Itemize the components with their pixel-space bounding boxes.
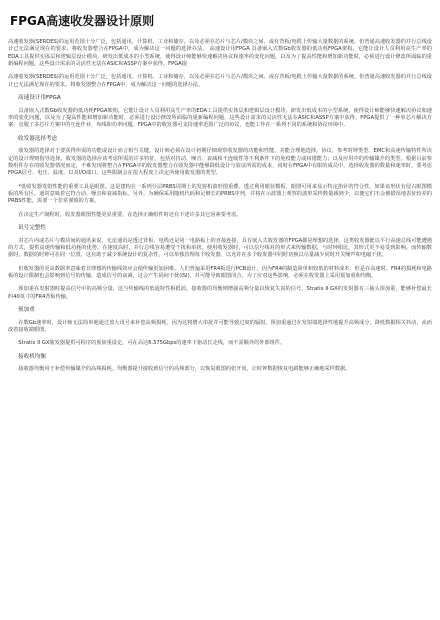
body-paragraph: 对芯片内或芯片与模块间的通讯来说，无论通讯是透过背板、电缆还是同一电路板上的直接连接，具有嵌入式收发器的FPGA都是理想的选择。这类收发器能以平行高速总线可能遭遇的方式，提供高速传输和低功耗的优势。在速度高时，并行总线容易遭受干扰和串扰。使用收发器时，可以信号线对的形式来传输数据，与时钟相比，其形式更不易受到影响。而传输数据时，数据的时钟可在同一位置，这有助于减少系统设计的复杂性，可以单独管理每个收发器，以允许在多个收发器中同时切换以尽量减少同时开关噪声和电磁干扰。 [8, 237, 432, 259]
section-heading: 预加重 [18, 307, 35, 314]
body-paragraph: 在数Gb速率时，设计师无法简单地通过放大讯号来补偿高频损耗，因为这将增大串扰并可能导致过度的辐射。预加重通过在发射端选择性地提升高频成分，降低数据相关抖动，从而改善接收端眼图。 [8, 319, 432, 333]
bottom-fade [0, 596, 440, 620]
page-title: FPGA高速收发器设计原则 [10, 14, 155, 28]
document-body [8, 39, 432, 374]
section-heading: 高速设计用FPGA [18, 95, 61, 102]
body-paragraph: 具备嵌入式数Gb收发器的低功耗FPGA架构，它能让设计人员利用高生产率的EDA工具提供实体层和逻辑层设计模块，研发出低成本的小型系统，使得设计师能够快速解决协议和速率的变化问题，以及为了提高性能和增加新功能时，必须进行设计修改所面临的重新编程问题，这些设计需求的灵活性无法在ASIC和ASSP方案中获得。FPGA提供了一种单芯片解决方案，克服了多芯片方案中的互连作业、布线和功率问题。FPGA中的收发器可支持速率范围广泛的协议，也能工作在一系列不同的系统和协议环境中。 [8, 107, 432, 129]
body-paragraph: 预加重在发射器时提高信号中的高频分量，这与传输线的低通特性相抵消。接收器的均衡则增强高频分量以恢复失真的信号。Stratix II GX的发射器有三抽头预加重，能够补偿最长约40英寸的FR4背板传输。 [8, 286, 432, 300]
section-heading: 接收机均衡 [18, 353, 46, 360]
body-paragraph: 但收发器的更高数据率意味着非理想的传输线效应会使传输更加困难。人们普遍采用FR4板进行PCB设计，因为FR4的制造简单和较低的材料成本，但是在高速时，FR4的损耗和电路板的设计限制也会影响到信号的传输，造成信号的衰减，这会产生码间干扰(ISI)，并可能导致眼图闭合。为了应对这些影响，必须在收发器上采用预加重和均衡。 [8, 265, 432, 279]
body-paragraph: 收发器的选择对于要获得所需的功能或设计而言相当关键。设计师必须在设计初期仔细观察收发器的功能和性能，并能合理地选择。协议、参考时钟类型、EMC和高速传输特性所决定的设计规则指导选择。收发器的选择应该考虑所需的许多特征，包括对抖动、噪音、衰减和不连续性等不利条件下的免疫能力或纠错能力；以及应用中的传输媒介的类型。根据目前参数组件存在的收发器情况而定，不难发现将整合在FPGA中的收发器整合在收发器中能够降低设计与验证所需的成本，同时在FPGA中有限的成员中，选择收发器的数量和速率时，要考虑FPGA信号、电压、温度、以及I/O端口，这些限制会在很大程度上决定所使用收发器的类型。 [8, 148, 432, 177]
body-paragraph: 在决定生产制程时，收发器眼图性能更显重要。在选择正确组件时还有下述许多其它因素要考虑。 [18, 211, 242, 218]
body-paragraph: *低收发器发射性能的重要工具是眼图。这是建构在一系列分层PRBS周期上的发射机波形图重叠。透过利用眼状模板，眼图可用来显示特定指针的符合性。如果该形状有侵占眼图模板的所有区，通常意味着它符合动、噪音和衰减指标。另外，为确保采用随机代码和足够长的PRBS序列，并将在示波器上观察的波形采样数量减到少，以便它们不会被错误地表征较差的PRBS性能，需要一个非常谨慎的方案。 [8, 183, 432, 205]
body-paragraph: 高速收发器(SERDES)的运用范围十分广泛，包括通讯、计算机、工业和储存，以及必须在芯片与芯片/模块之间、或在背板/电缆上传输大量数据的系统。但普通高速收发器的并行总线设计已无法满足现在的要求。将收发器整合在FPGA中，成为解决这一问题的选择办法。 [8, 74, 432, 88]
body-paragraph: Stratix II GX收发器提供可程序的预加重设定，可在高达6.375Gbps的速率下驱动长走线，而不需额外的外部组件。 [18, 340, 286, 347]
section-heading: 讯号完整性 [18, 225, 46, 232]
body-paragraph: 高速收发器(SERDES)的运用范围十分广泛，包括通讯、计算机、工业和储存，以及必须在芯片与芯片/模块之间、或在背板/电缆上传输大量数据的系统。但普通高速收发器的并行总线设计已无法满足现在的要求。将收发器整合在FPGA中，成为解决这一问题的选择办法。 高速设计用FPGA 具备嵌入式数Gb收发器的低功耗FPGA架构，它能让设计人员利用高生产率的EDA工具提供实体层和逻辑层设计模块，研发出低成本的小型系统，使得设计师能够快速解决协议和速率的变化问题，以及为了提高性能和增加新功能时，必须进行设计修改所面临的重新编程问题，这些设计需求的灵活性无法在ASIC和ASSP方案中获得。FPGA提 [8, 39, 432, 68]
body-paragraph: 接收器均衡用于补偿传输媒介的高频损耗。均衡器提升接收到信号的高频部分，以恢复眼图的张开度，让时钟数据恢复电路能够正确地采样数据。 [18, 366, 351, 373]
section-heading: 收发器选择考虑 [18, 135, 58, 142]
